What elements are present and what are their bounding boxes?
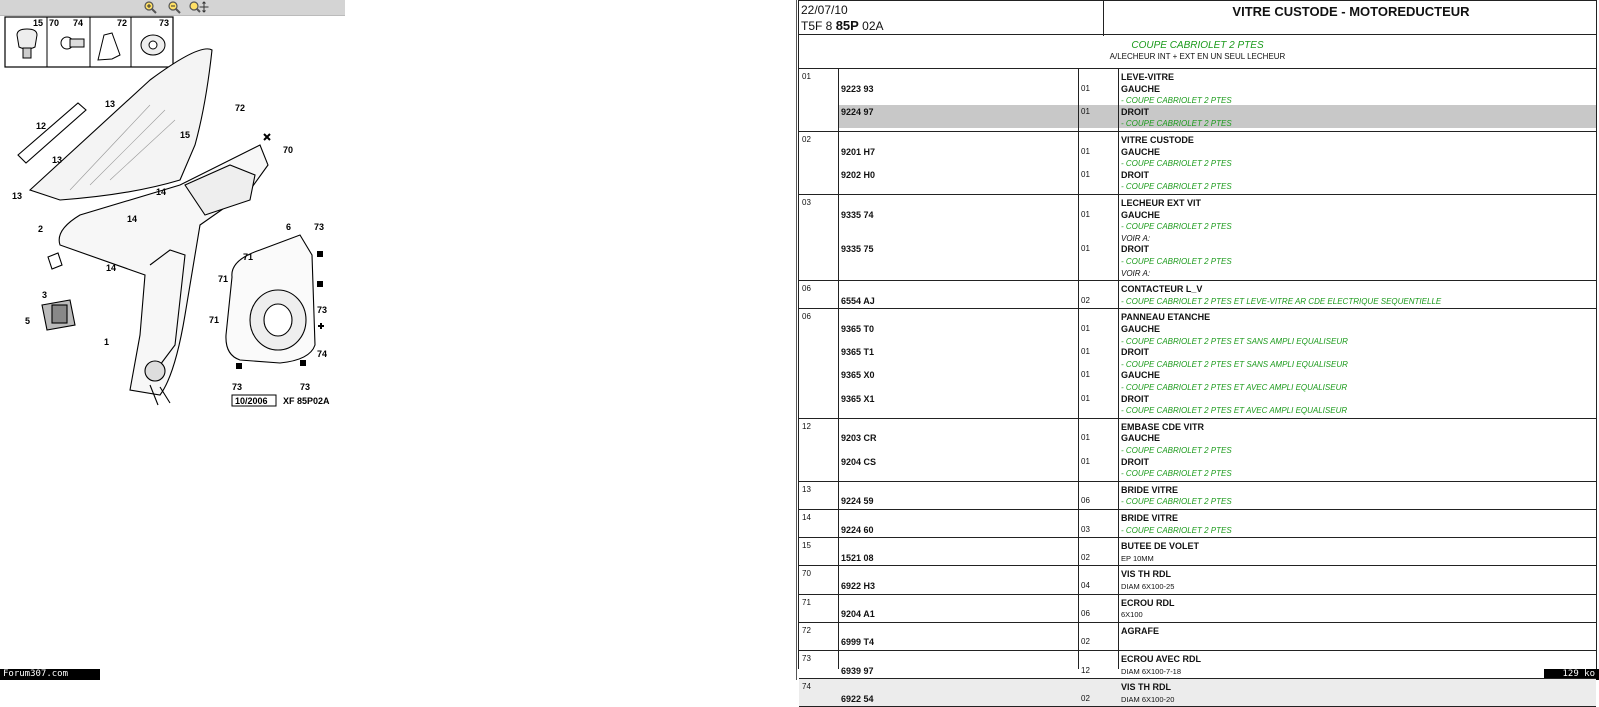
item-ref: 70 bbox=[802, 569, 811, 579]
applicability-note: - COUPE CABRIOLET 2 PTES bbox=[1121, 257, 1232, 266]
table-group[interactable] bbox=[799, 595, 1596, 623]
item-ref: 71 bbox=[802, 597, 811, 607]
applicability-note: - COUPE CABRIOLET 2 PTES ET LEVE-VITRE AR CDE ELECTRIQUE SEQUENTIELLE bbox=[1121, 296, 1442, 306]
part-number[interactable]: 6554 AJ bbox=[841, 295, 875, 306]
part-description: GAUCHE bbox=[1121, 83, 1161, 94]
quantity: 01 bbox=[1081, 83, 1090, 93]
part-description: LEVE-VITRE bbox=[1121, 72, 1175, 82]
quantity: 01 bbox=[1081, 209, 1090, 219]
quarter-glass-drawing bbox=[18, 49, 315, 405]
table-group[interactable] bbox=[799, 510, 1596, 538]
callout-12: 12 bbox=[36, 121, 47, 131]
callout-70: 70 bbox=[283, 145, 294, 155]
part-spec: DIAM 6X100-20 bbox=[1121, 694, 1175, 704]
applicability-note: - COUPE CABRIOLET 2 PTES ET SANS AMPLI EQUALISEUR bbox=[1121, 359, 1348, 369]
part-number[interactable]: 6922 54 bbox=[841, 693, 874, 704]
applicability-note: - COUPE CABRIOLET 2 PTES bbox=[1121, 525, 1232, 535]
item-ref: 72 bbox=[802, 625, 811, 635]
part-description: GAUCHE bbox=[1121, 323, 1161, 334]
callout-13b: 13 bbox=[52, 155, 63, 165]
table-group[interactable] bbox=[799, 195, 1596, 281]
applicability-note: - COUPE CABRIOLET 2 PTES bbox=[1121, 445, 1232, 455]
part-description: GAUCHE bbox=[1121, 370, 1161, 381]
quantity: 01 bbox=[1081, 393, 1090, 403]
part-number[interactable]: 9335 74 bbox=[841, 209, 874, 220]
part-number[interactable]: 9201 H7 bbox=[841, 146, 876, 157]
quantity: 02 bbox=[1081, 693, 1090, 703]
part-number[interactable]: 6939 97 bbox=[841, 665, 874, 676]
part-description: CONTACTEUR L_V bbox=[1121, 284, 1203, 295]
stamp-code: XF 85P02A bbox=[283, 396, 330, 406]
item-ref: 03 bbox=[802, 198, 811, 207]
part-spec: DIAM 6X100-7-18 bbox=[1121, 666, 1182, 676]
quantity: 04 bbox=[1081, 580, 1090, 590]
code-prefix: T5F 8 bbox=[801, 19, 833, 33]
part-number[interactable]: 9204 A1 bbox=[841, 609, 875, 620]
table-group[interactable] bbox=[799, 482, 1596, 510]
zoom-out-icon[interactable] bbox=[166, 0, 182, 15]
col-divider-ref bbox=[838, 69, 839, 669]
quantity: 01 bbox=[1081, 244, 1090, 254]
code-bold: 85P bbox=[835, 18, 859, 33]
applicability-note: - COUPE CABRIOLET 2 PTES ET SANS AMPLI EQUALISEUR bbox=[1121, 336, 1348, 346]
callout-71b: 71 bbox=[218, 274, 229, 284]
callout-73c: 73 bbox=[232, 382, 243, 392]
quantity: 02 bbox=[1081, 295, 1090, 305]
diagram-pane bbox=[0, 0, 796, 680]
table-group[interactable] bbox=[799, 419, 1596, 482]
part-description: VIS TH RDL bbox=[1121, 682, 1172, 693]
part-description: VITRE CUSTODE bbox=[1121, 135, 1194, 145]
part-description: ECROU RDL bbox=[1121, 597, 1175, 608]
applicability-note: - COUPE CABRIOLET 2 PTES bbox=[1121, 96, 1232, 106]
row-highlight bbox=[839, 105, 1596, 117]
part-number[interactable]: 9365 X0 bbox=[841, 370, 875, 381]
pane-divider[interactable] bbox=[796, 0, 797, 680]
item-ref: 14 bbox=[802, 513, 811, 522]
parts-header bbox=[798, 0, 1597, 35]
callout-3: 3 bbox=[42, 290, 48, 300]
inset-label-15: 15 bbox=[33, 18, 44, 28]
part-number[interactable]: 6922 H3 bbox=[841, 580, 876, 591]
callout-14c: 14 bbox=[106, 263, 117, 273]
quantity: 01 bbox=[1081, 433, 1090, 443]
part-number[interactable]: 6999 T4 bbox=[841, 637, 875, 648]
applicability-note: - COUPE CABRIOLET 2 PTES ET AVEC AMPLI EQUALISEUR bbox=[1121, 382, 1348, 392]
part-spec: 6X100 bbox=[1121, 610, 1143, 620]
part-number[interactable]: 9202 H0 bbox=[841, 169, 876, 180]
part-number[interactable]: 9204 CS bbox=[841, 456, 877, 467]
col-divider-qty bbox=[1118, 69, 1119, 669]
part-number[interactable]: 9365 T1 bbox=[841, 347, 875, 358]
part-number[interactable]: 9224 60 bbox=[841, 524, 874, 535]
header-date: 22/07/10 bbox=[801, 3, 848, 17]
quantity: 12 bbox=[1081, 665, 1090, 675]
footer-watermark: Forum307.com bbox=[0, 669, 100, 680]
quantity: 03 bbox=[1081, 524, 1090, 534]
exploded-parts-diagram bbox=[0, 15, 345, 415]
item-ref: 74 bbox=[802, 682, 811, 692]
item-ref: 15 bbox=[802, 541, 811, 551]
part-description: DROIT bbox=[1121, 393, 1149, 404]
applicability-note: - COUPE CABRIOLET 2 PTES bbox=[1121, 497, 1232, 507]
inset-label-72: 72 bbox=[117, 18, 128, 28]
quantity: 06 bbox=[1081, 609, 1090, 619]
part-description: LECHEUR EXT VIT bbox=[1121, 198, 1202, 208]
table-group[interactable] bbox=[799, 623, 1596, 651]
quantity: 02 bbox=[1081, 552, 1090, 562]
inset-label-73: 73 bbox=[159, 18, 170, 28]
item-ref: 13 bbox=[802, 484, 811, 494]
col-divider-part bbox=[1078, 69, 1079, 669]
callout-71a: 71 bbox=[243, 252, 254, 262]
table-group[interactable] bbox=[799, 651, 1596, 679]
part-spec: DIAM 6X100-25 bbox=[1121, 581, 1175, 591]
quantity: 06 bbox=[1081, 496, 1090, 506]
part-description: PANNEAU ETANCHE bbox=[1121, 312, 1211, 323]
applicability-note: - COUPE CABRIOLET 2 PTES bbox=[1121, 182, 1232, 192]
item-ref: 01 bbox=[802, 72, 811, 81]
callout-13a: 13 bbox=[105, 99, 116, 109]
item-ref: 73 bbox=[802, 654, 811, 663]
applicability-note: - COUPE CABRIOLET 2 PTES bbox=[1121, 119, 1232, 129]
callout-1: 1 bbox=[104, 337, 110, 347]
item-ref: 12 bbox=[802, 421, 811, 431]
part-description: ECROU AVEC RDL bbox=[1121, 654, 1202, 664]
footer-file-size: 129 ko bbox=[1544, 669, 1599, 680]
header-meta bbox=[801, 3, 1101, 36]
quantity: 01 bbox=[1081, 106, 1090, 116]
part-description: GAUCHE bbox=[1121, 209, 1161, 220]
callout-14a: 14 bbox=[156, 187, 167, 197]
callout-15: 15 bbox=[180, 130, 191, 140]
part-description: BRIDE VITRE bbox=[1121, 513, 1179, 523]
part-description: AGRAFE bbox=[1121, 625, 1159, 636]
callout-71c: 71 bbox=[209, 315, 220, 325]
part-description: DROIT bbox=[1121, 456, 1149, 467]
inset-label-74: 74 bbox=[73, 18, 84, 28]
page-title: VITRE CUSTODE - MOTOREDUCTEUR bbox=[1232, 4, 1470, 19]
header-code bbox=[801, 18, 1101, 34]
callout-73d: 73 bbox=[300, 382, 311, 392]
part-number[interactable]: 9223 93 bbox=[841, 83, 874, 94]
quantity: 02 bbox=[1081, 637, 1090, 647]
callout-5: 5 bbox=[25, 316, 31, 326]
callout-14b: 14 bbox=[127, 214, 138, 224]
see-reference[interactable]: VOIR A: bbox=[1121, 233, 1151, 243]
callout-72: 72 bbox=[235, 103, 246, 113]
part-number[interactable]: 9365 T0 bbox=[841, 323, 875, 334]
item-ref: 06 bbox=[802, 284, 811, 294]
see-reference[interactable]: VOIR A: bbox=[1121, 268, 1151, 278]
zoom-pan-icon[interactable] bbox=[188, 0, 210, 15]
item-ref: 06 bbox=[802, 312, 811, 322]
part-description: GAUCHE bbox=[1121, 146, 1161, 157]
part-description: GAUCHE bbox=[1121, 433, 1161, 444]
part-number[interactable]: 9224 59 bbox=[841, 496, 874, 507]
table-group[interactable] bbox=[799, 281, 1596, 309]
table-group[interactable] bbox=[799, 679, 1596, 707]
applicability-line-1: COUPE CABRIOLET 2 PTES bbox=[1131, 40, 1264, 51]
part-description: DROIT bbox=[1121, 244, 1149, 255]
quantity: 01 bbox=[1081, 169, 1090, 179]
part-number[interactable]: 1521 08 bbox=[841, 552, 874, 563]
part-description: DROIT bbox=[1121, 106, 1149, 117]
callout-73b: 73 bbox=[317, 305, 328, 315]
stamp-date: 10/2006 bbox=[235, 396, 268, 406]
part-description: BUTEE DE VOLET bbox=[1121, 541, 1200, 552]
applicability-note: - COUPE CABRIOLET 2 PTES bbox=[1121, 469, 1232, 479]
viewer-toolbar bbox=[0, 0, 345, 16]
callout-6: 6 bbox=[286, 222, 292, 232]
applicability-line-2: A/LECHEUR INT + EXT EN UN SEUL LECHEUR bbox=[1109, 52, 1286, 61]
quantity: 01 bbox=[1081, 323, 1090, 333]
part-spec: EP 10MM bbox=[1121, 553, 1154, 563]
part-description: DROIT bbox=[1121, 347, 1149, 358]
callout-73a: 73 bbox=[314, 222, 325, 232]
part-number[interactable]: 9365 X1 bbox=[841, 393, 875, 404]
part-number[interactable]: 9203 CR bbox=[841, 433, 877, 444]
part-description: EMBASE CDE VITR bbox=[1121, 421, 1205, 432]
part-description: BRIDE VITRE bbox=[1121, 484, 1179, 495]
quantity: 01 bbox=[1081, 146, 1090, 156]
part-description: VIS TH RDL bbox=[1121, 569, 1172, 580]
zoom-in-icon[interactable] bbox=[142, 0, 158, 15]
quantity: 01 bbox=[1081, 370, 1090, 380]
table-group[interactable] bbox=[799, 538, 1596, 566]
applicability-note: - COUPE CABRIOLET 2 PTES ET AVEC AMPLI EQUALISEUR bbox=[1121, 406, 1348, 416]
callout-2: 2 bbox=[38, 224, 44, 234]
part-number[interactable]: 9335 75 bbox=[841, 244, 874, 255]
callout-74: 74 bbox=[317, 349, 328, 359]
code-suffix: 02A bbox=[862, 19, 884, 33]
part-number[interactable]: 9224 97 bbox=[841, 106, 874, 117]
part-description: DROIT bbox=[1121, 169, 1149, 180]
table-group[interactable] bbox=[799, 309, 1596, 418]
quantity: 01 bbox=[1081, 456, 1090, 466]
applicability-note: - COUPE CABRIOLET 2 PTES bbox=[1121, 222, 1232, 232]
applicability-banner bbox=[798, 35, 1597, 69]
table-group[interactable] bbox=[799, 132, 1596, 195]
callout-13c: 13 bbox=[12, 191, 23, 201]
applicability-note: - COUPE CABRIOLET 2 PTES bbox=[1121, 159, 1232, 169]
item-ref: 02 bbox=[802, 135, 811, 144]
parts-inset-box bbox=[5, 17, 173, 67]
inset-label-70: 70 bbox=[49, 18, 60, 28]
table-group[interactable] bbox=[799, 566, 1596, 594]
table-group[interactable] bbox=[799, 69, 1596, 132]
quantity: 01 bbox=[1081, 347, 1090, 357]
